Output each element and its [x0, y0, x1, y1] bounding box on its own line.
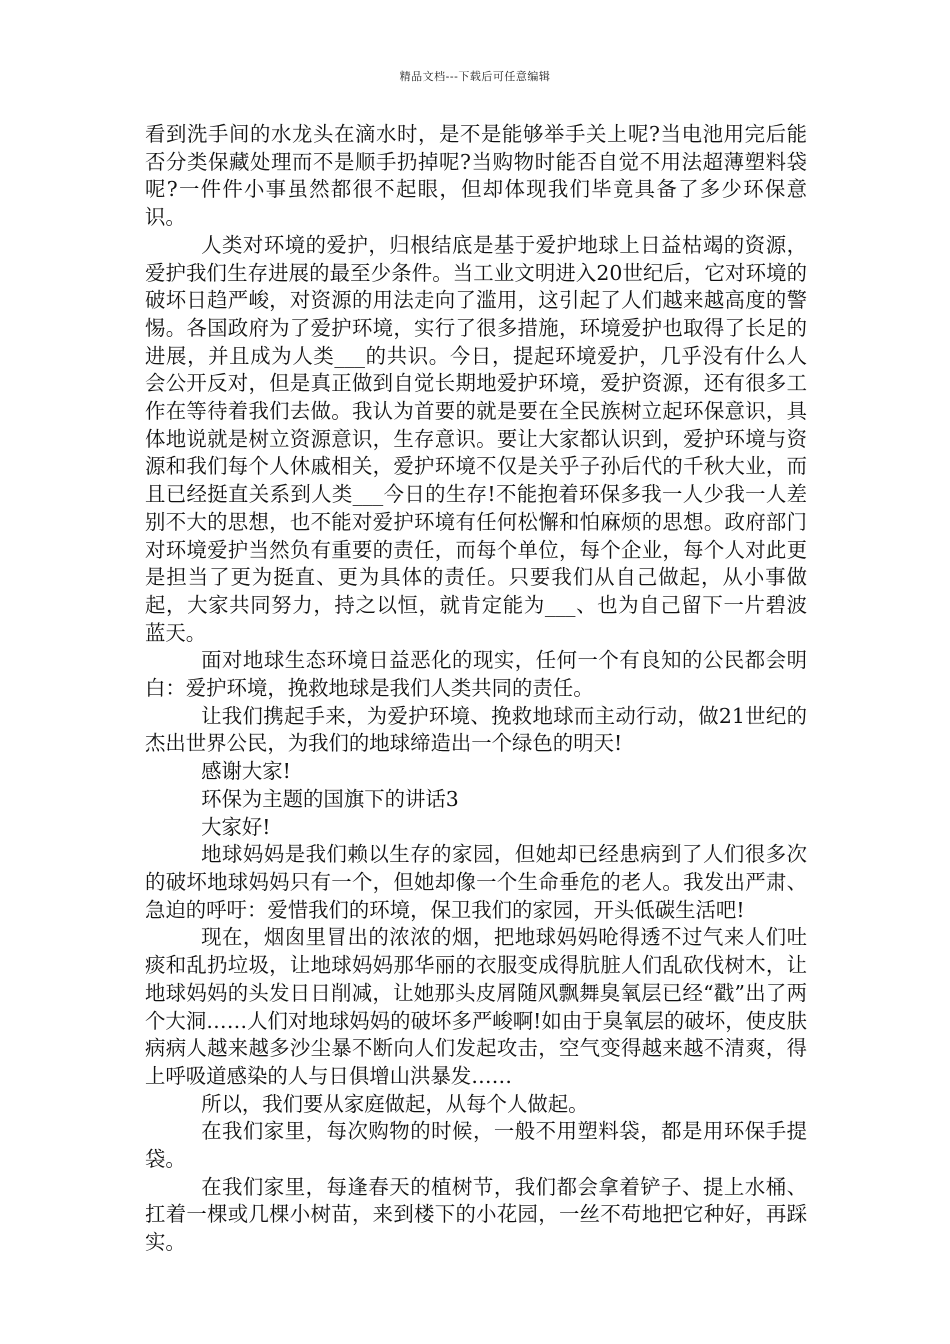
paragraph-start-at-home: 所以，我们要从家庭做起，从每个人做起。	[201, 1091, 589, 1116]
page-header: 精品文档---下载后可任意编辑	[399, 70, 551, 83]
paragraph-environment-protection: 人类对环境的爱护，归根结底是基于爱护地球上日益枯竭的资源，爱护我们生存进展的最至少条件。当工业文明进入20世纪后，它对环境的破坏日趋严峻，对资源的用法走向了滥用，这引起了人们越来越高度的警惕。各国政府为了爱护环境，实行了很多措施，环境爱护也取得了长足的进展，并且成为人类___的共识。今日，提起环境爱护，几乎没有什么人会公开反对，但是真正做到自觉长期地爱护环境，爱护资源，还有很多工作在等待着我们去做。我认为首要的就是要在全民族树立起环保意识，具体地说就是树立资源意识，生存意识。要让大家都认识到，爱护环境与资源和我们每个人休戚相关，爱护环境不仅是关乎子孙后代的千秋大业，而且已经挺直关系到人类___今日的生存!不能抱着环保多我一人少我一人差别不大的思想，也不能对爱护环境有任何松懈和怕麻烦的思想。政府部门对环境爱护当然负有重要的责任，而每个单位，每个企业，每个人对此更是担当了更为挺直、更为具体的责任。只要我们从自己做起，从小事做起，大家共同努力，持之以恒，就肯定能为___、也为自己留下一片碧波蓝天。	[145, 232, 807, 645]
paragraph-shopping-bags: 在我们家里，每次购物的时候，一般不用塑料袋，都是用环保手提袋。	[145, 1119, 807, 1172]
paragraph-tree-planting: 在我们家里，每逢春天的植树节，我们都会拿着铲子、提上水桶、扛着一棵或几棵小树苗，来到楼下的小花园，一丝不苟地把它种好，再踩实。	[145, 1174, 807, 1255]
paragraph-mother-earth: 地球妈妈是我们赖以生存的家园，但她却已经患病到了人们很多次的破坏地球妈妈只有一个，但她却像一个生命垂危的老人。我发出严肃、急迫的呼吁：爱惜我们的环境，保卫我们的家园，开头低碳生活吧!	[145, 842, 807, 922]
paragraph-greeting: 大家好!	[201, 814, 271, 839]
paragraph-thanks: 感谢大家!	[201, 759, 291, 784]
paragraph-pollution: 现在，烟囱里冒出的浓浓的烟，把地球妈妈呛得透不过气来人们吐痰和乱扔垃圾，让地球妈妈那华丽的衣服变成得肮脏人们乱砍伐树木，让地球妈妈的头发日日削减，让她那头皮屑随风飘舞臭氧层已经“戳”出了两个大洞……人们对地球妈妈的破坏多严峻啊!如由于臭氧层的破坏，使皮肤病病人越来越多沙尘暴不断向人们发起攻击，空气变得越来越不清爽，得上呼吸道感染的人与日俱增山洪暴发……	[145, 925, 807, 1088]
paragraph-responsibility: 面对地球生态环境日益恶化的现实，任何一个有良知的公民都会明白：爱护环境，挽救地球是我们人类共同的责任。	[145, 648, 807, 701]
document-body	[145, 121, 807, 1257]
paragraph-continuation: 看到洗手间的水龙头在滴水时，是不是能够举手关上呢?当电池用完后能否分类保藏处理而不是顺手扔掉呢?当购物时能否自觉不用法超薄塑料袋呢?一件件小事虽然都很不起眼，但却体现我们毕竟具备了多少环保意识。	[145, 122, 807, 230]
paragraph-call-to-action: 让我们携起手来，为爱护环境、挽救地球而主动行动，做21世纪的杰出世界公民，为我们的地球缔造出一个绿色的明天!	[145, 703, 807, 756]
speech-title: 环保为主题的国旗下的讲话3	[201, 786, 459, 811]
